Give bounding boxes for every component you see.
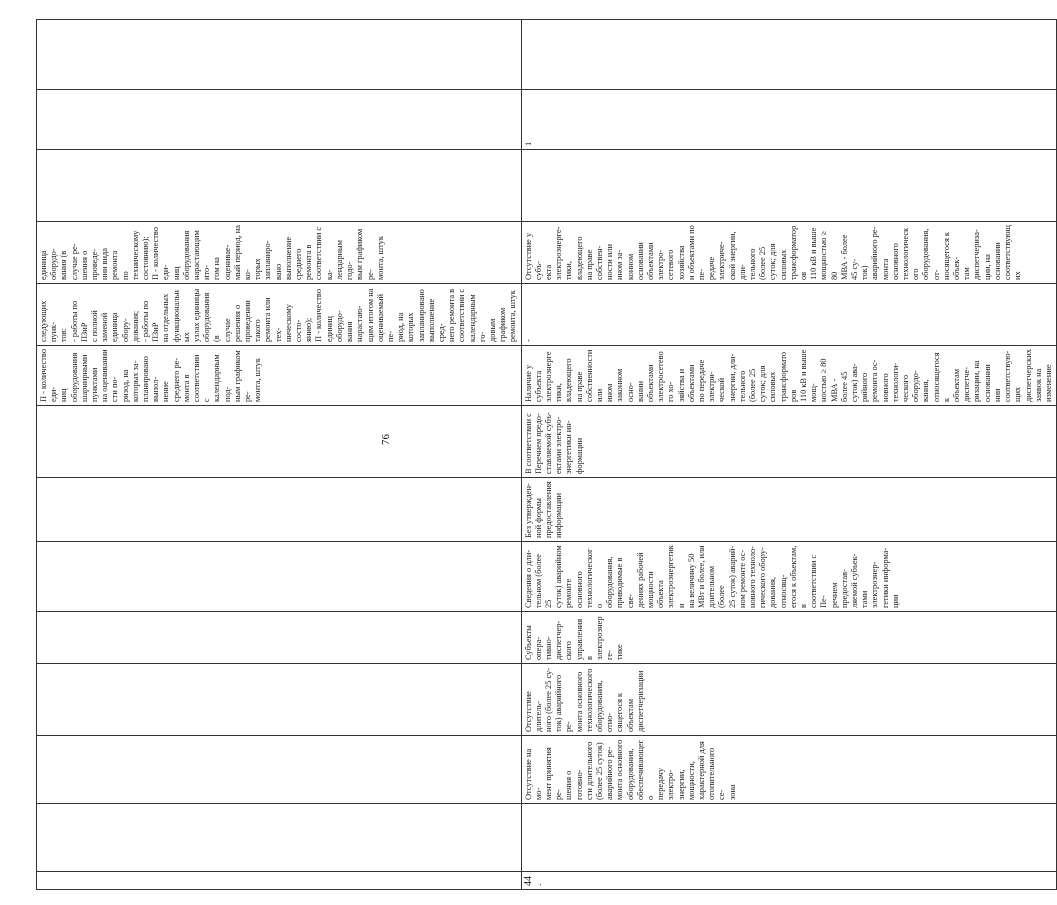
cell-top-units-text: единица оборудо- вания (в случае ре- шения о проведе- нии вида ремонта по техническому состоянию); П - количество еди- ниц оборудования нарастающим ито- гом на оценивае- мый период, на ко- торых запланиро- вано выполнение среднего ремонта в соответствии с ка- лендарным годо- вым графиком ре- монта, штук (39, 225, 385, 280)
indicator-description: Отсутствие длитель- ного (более 25 су- ток) аварийного ре- монта основного технологического оборудования, отно- сящегося к объектам диспетчеризации (523, 667, 645, 732)
cell-top-4 (37, 664, 522, 736)
cell-top-7 (37, 478, 522, 542)
cell-bottom-7 (521, 478, 1057, 542)
source-information: Сведения о дли- тельном (более 25 суток) аварийном ремонте основного технологического оборудования, приводимые в све- дениях рабочей мощности объекта электроэнергетики на величину 50 МВт и более, или длительном (более 25 суток) аварий- ном ремонте ос- новного техноло- гического обору- дования, относящ- егося к объектам, в соответствии с Пе- речнем предостав- ляемой субъек- тами электроэнер- гетики информа- ции (523, 545, 900, 608)
cell-top-formula-text: П - количество еди- ниц оборудования шарнирными пунктами на оценивании сти по- ризод, на которых за- планировано выпол- нение среднего ре- монта в соответствии с календарным под- ным графиком ре- монта, штук (39, 348, 263, 402)
calculation-formula: - (523, 339, 533, 342)
rotated-table-wrapper (36, 40, 1053, 890)
score-value: 1 (523, 141, 533, 146)
cell-bottom-4 (521, 664, 1057, 736)
criterion-description: Отсутствие на мо- мент принятия ре- шения о готовно- сти длительного (более 25 суток) аварийного ре- монта основного оборудования, обеспечивающего передачу электро- энергии, мощности, характерной для отопительного се- зона (523, 739, 737, 800)
criteria-table (36, 19, 1057, 890)
cell-top-types-text: следующих пунк- тов: - работы по ПЗиР с полной заменой единица обору- дования; - работы по ПЗиР на отдельных функциональных узлах единицы оборудования (в случае решения о проведении такого ремонта или тех- ническому состо- янию); П - количество единиц оборудо- вания нарастаю- щим итогом на оцениваемый пе- риод, на которых запланировано выполнение сред- него ремонта в соответствии с календарным го- довым графиком ремонта, штук (39, 288, 518, 342)
cell-top-5 (37, 612, 522, 664)
table-row-44 (521, 20, 1057, 890)
cell-top-13 (37, 90, 522, 150)
cell-bottom-2 (521, 804, 1057, 872)
threshold-condition: Отсутствие у субъ- екта электроэнерге- тики, владеющего на праве собствен- ности или ином за- конном основании объектами электро- сетевого хозяйства и объектами по пе- редаче электриче- ской энергии, дли- тельного (более 25 суток; для силовых трансформаторов 110 кВ и выше мощностью ≥ 80 МВА - более 45 су- ток) аварийного ре- монта основного технологического оборудования, от- носящегося к объек- там диспетчериза- ции, на основании соответствующих (523, 225, 1023, 280)
cell-bottom-11 (521, 222, 1057, 284)
cell-bottom-10 (521, 284, 1057, 346)
cell-top-8 (37, 406, 522, 478)
responsible-entities: Субъекты опера- тивно-диспетчер- ского управления в электроэнерге- тике (523, 616, 625, 660)
cell-top-10 (37, 284, 522, 346)
cell-top-12 (37, 150, 522, 222)
cell-top-11 (37, 222, 522, 284)
page-number: 76 (380, 434, 392, 445)
cell-top-14 (37, 20, 522, 90)
cell-bottom-9 (521, 346, 1057, 406)
row-number: 44. (522, 876, 544, 886)
row-number-cell (521, 872, 1057, 890)
cell-top-1 (37, 872, 522, 890)
cell-bottom-8 (521, 406, 1057, 478)
cell-bottom-6 (521, 542, 1057, 612)
cell-top-9 (37, 346, 522, 406)
cell-top-2 (37, 804, 522, 872)
cell-bottom-5 (521, 612, 1057, 664)
cell-bottom-12 (521, 150, 1057, 222)
report-form: Без утвержден- ной формы предоставления информации (523, 481, 564, 538)
table-row-continuation (37, 20, 522, 890)
cell-top-6 (37, 542, 522, 612)
evaluation-condition: Наличие у субъекта электроэнергетики, владеющего на праве собственности или ином законном осно- вании объектами электросетевого хо- зяйства и объектами по передаче электри- ческой энергии, дли- тельного (более 25 суток; для силовых трансформаторов 110 кВ и выше мощ- ностью ≥ 80 МВА - более 45 суток) ава- рийного ремонта ос- новного технологи- ческого оборудо- вания, относящегося к объектам диспетче- ризации, на основании нии соответствую- щих диспетчерских заявок на изменение (523, 349, 1053, 402)
submission-deadline: В соответствии с Перечнем предо- ставляемой субъ- ектами электро- энергетики ин- формации (523, 412, 584, 474)
cell-top-3 (37, 736, 522, 804)
cell-bottom-14 (521, 20, 1057, 90)
cell-bottom-13 (521, 90, 1057, 150)
cell-bottom-3 (521, 736, 1057, 804)
